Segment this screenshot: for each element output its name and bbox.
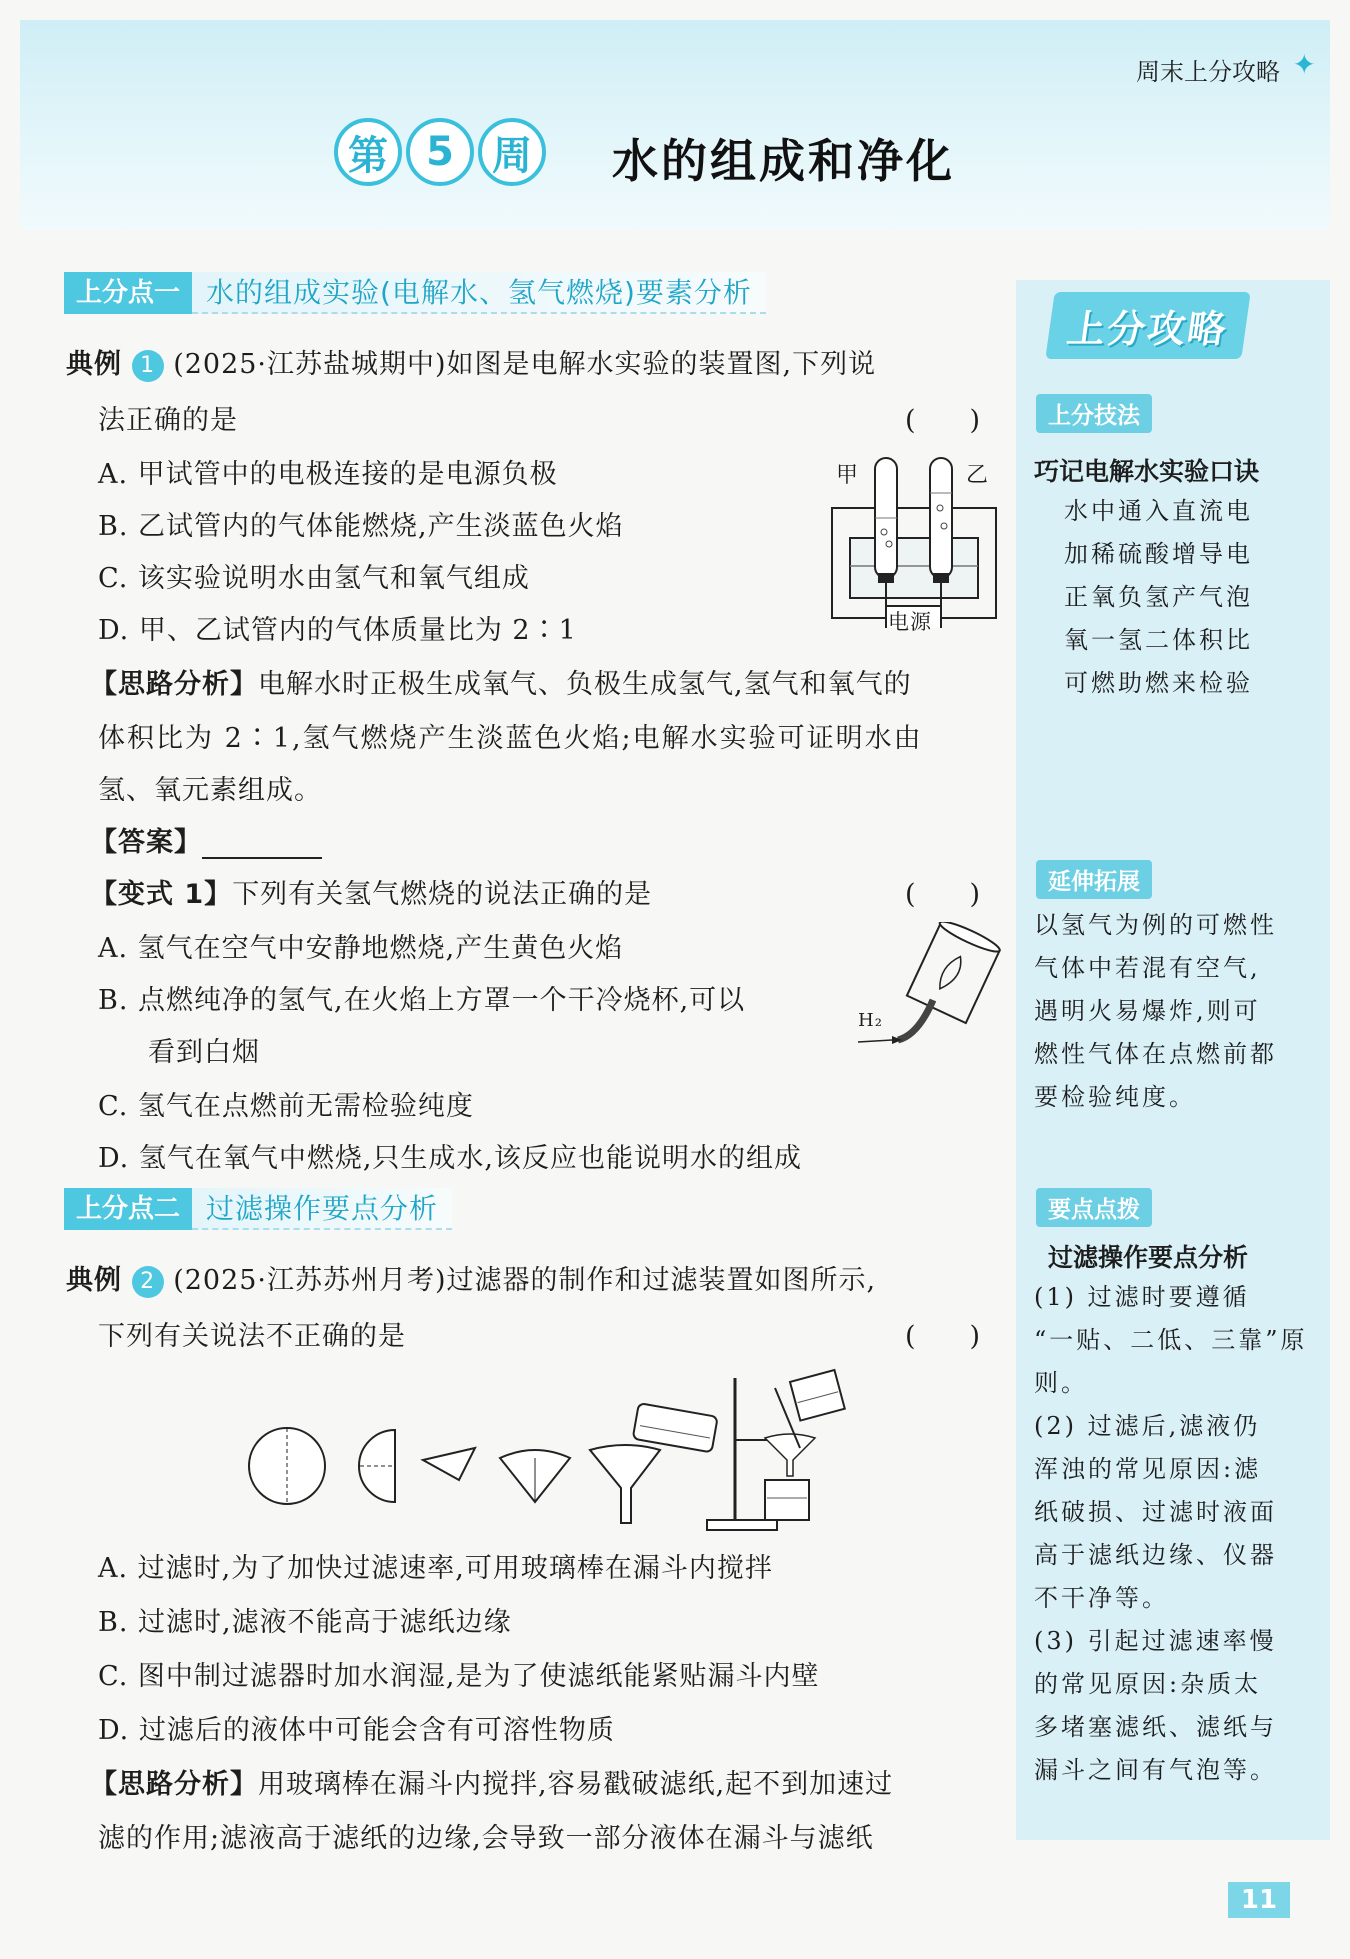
sidebar-tag-extension: 延伸拓展 xyxy=(1036,860,1152,899)
answer-paren: ( ) xyxy=(905,405,981,436)
filter-making-figure xyxy=(245,1368,855,1538)
analysis-line-1 xyxy=(90,662,912,701)
example1-stem xyxy=(66,342,876,382)
option-b: B. 点燃纯净的氢气,在火焰上方罩一个干冷烧杯,可以 xyxy=(98,985,746,1016)
analysis-label: 【思路分析】 xyxy=(90,1769,258,1800)
option-d: D. 甲、乙试管内的气体质量比为 2∶1 xyxy=(98,615,577,646)
keypoint-line: 多堵塞滤纸、滤纸与 xyxy=(1034,1713,1277,1741)
week-char: 周 xyxy=(478,118,546,186)
extension-line: 遇明火易爆炸,则可 xyxy=(1034,997,1261,1025)
answer-label: 【答案】 xyxy=(90,827,202,858)
sidebar-extension xyxy=(1034,904,1277,1119)
keypoint-line: 高于滤纸边缘、仪器 xyxy=(1034,1541,1277,1569)
example1-stem-line2: 法正确的是 xyxy=(98,405,238,436)
keypoint-line: (3) 引起过滤速率慢 xyxy=(1034,1627,1277,1655)
option-b-cont: 看到白烟 xyxy=(148,1037,260,1068)
keypoint-line: 漏斗之间有气泡等。 xyxy=(1034,1756,1277,1784)
option-a: A. 过滤时,为了加快过滤速率,可用玻璃棒在漏斗内搅拌 xyxy=(98,1553,773,1584)
analysis-text: 用玻璃棒在漏斗内搅拌,容易戳破滤纸,起不到加速过 xyxy=(258,1769,894,1800)
rhyme-line: 加稀硫酸增导电 xyxy=(1064,540,1253,568)
rhyme-line: 正氧负氢产气泡 xyxy=(1064,583,1253,611)
example2-stem xyxy=(66,1258,876,1298)
answer-paren: ( ) xyxy=(905,1321,981,1352)
variant1-stem xyxy=(90,872,652,911)
sidebar-rhyme xyxy=(1064,490,1253,705)
series-title: 周末上分攻略 xyxy=(1136,58,1280,86)
option-d: D. 氢气在氧气中燃烧,只生成水,该反应也能说明水的组成 xyxy=(98,1143,803,1174)
sidebar-heading-filter: 过滤操作要点分析 xyxy=(1048,1243,1249,1272)
example2-stem-line2: 下列有关说法不正确的是 xyxy=(98,1321,406,1352)
section-title: 水的组成实验(电解水、氢气燃烧)要素分析 xyxy=(192,272,766,314)
example-label: 典例 xyxy=(66,349,122,380)
rhyme-line: 水中通入直流电 xyxy=(1064,497,1253,525)
keypoint-line: 不干净等。 xyxy=(1034,1584,1169,1612)
extension-line: 以氢气为例的可燃性 xyxy=(1034,911,1277,939)
option-c: C. 该实验说明水由氢气和氧气组成 xyxy=(98,563,530,594)
keypoint-line: 浑浊的常见原因:滤 xyxy=(1034,1455,1262,1483)
variant-label: 【变式 1】 xyxy=(90,879,233,910)
section-heading-2 xyxy=(64,1186,452,1232)
page-number: 11 xyxy=(1228,1882,1290,1918)
sparkle-icon: ✦ xyxy=(1292,48,1316,81)
option-a: A. 氢气在空气中安静地燃烧,产生黄色火焰 xyxy=(98,933,624,964)
analysis2-line-2: 滤的作用;滤液高于滤纸的边缘,会导致一部分液体在漏斗与滤纸 xyxy=(98,1823,874,1854)
h2-label: H₂ xyxy=(858,1010,883,1031)
analysis-line-3: 氢、氧元素组成。 xyxy=(98,775,322,806)
answer-row xyxy=(90,820,322,859)
figure-label-power: 电源 xyxy=(888,610,932,634)
sidebar-tag-technique: 上分技法 xyxy=(1036,394,1152,433)
example-stem-line1: (2025·江苏盐城期中)如图是电解水实验的装置图,下列说 xyxy=(173,349,877,380)
section-tag: 上分点一 xyxy=(64,272,192,314)
option-c: C. 氢气在点燃前无需检验纯度 xyxy=(98,1091,474,1122)
example-label: 典例 xyxy=(66,1265,122,1296)
analysis-text: 电解水时正极生成氧气、负极生成氢气,氢气和氧气的 xyxy=(258,669,912,700)
option-b: B. 乙试管内的气体能燃烧,产生淡蓝色火焰 xyxy=(98,511,624,542)
figure-label-right: 乙 xyxy=(966,463,990,488)
example-number: 2 xyxy=(132,1266,164,1298)
keypoint-line: 纸破损、过滤时液面 xyxy=(1034,1498,1277,1526)
keypoint-line: (1) 过滤时要遵循 xyxy=(1034,1283,1250,1311)
option-c: C. 图中制过滤器时加水润湿,是为了使滤纸能紧贴漏斗内壁 xyxy=(98,1661,820,1692)
extension-line: 燃性气体在点燃前都 xyxy=(1034,1040,1277,1068)
answer-blank[interactable] xyxy=(202,829,322,859)
section-tag: 上分点二 xyxy=(64,1188,192,1230)
example-stem-line1: (2025·江苏苏州月考)过滤器的制作和过滤装置如图所示, xyxy=(173,1265,877,1296)
extension-line: 气体中若混有空气, xyxy=(1034,954,1261,982)
answer-paren: ( ) xyxy=(905,879,981,910)
rhyme-line: 可燃助燃来检验 xyxy=(1064,669,1253,697)
analysis-label: 【思路分析】 xyxy=(90,669,258,700)
keypoint-line: 的常见原因:杂质太 xyxy=(1034,1670,1262,1698)
keypoint-line: “一贴、二低、三靠”原 xyxy=(1034,1326,1308,1354)
extension-line: 要检验纯度。 xyxy=(1034,1083,1196,1111)
rhyme-line: 氧一氢二体积比 xyxy=(1064,626,1253,654)
variant-stem-text: 下列有关氢气燃烧的说法正确的是 xyxy=(232,879,653,910)
figure-label-left: 甲 xyxy=(836,463,860,488)
week-char: 第 xyxy=(334,118,402,186)
option-b: B. 过滤时,滤液不能高于滤纸边缘 xyxy=(98,1607,512,1638)
week-badge xyxy=(334,118,546,186)
analysis-line-2: 体积比为 2∶1,氢气燃烧产生淡蓝色火焰;电解水实验可证明水由 xyxy=(98,723,923,754)
page-title: 水的组成和净化 xyxy=(612,134,955,188)
week-number: 5 xyxy=(406,118,474,186)
analysis2-line-1 xyxy=(90,1762,893,1801)
hydrogen-combustion-figure xyxy=(856,922,1006,1052)
option-d: D. 过滤后的液体中可能会含有可溶性物质 xyxy=(98,1715,615,1746)
sidebar-keypoints xyxy=(1034,1276,1308,1792)
sidebar-banner: 上分攻略 xyxy=(1045,292,1250,359)
sidebar-heading-rhyme: 巧记电解水实验口诀 xyxy=(1034,457,1260,486)
sidebar-tag-keypoints: 要点点拨 xyxy=(1036,1188,1152,1227)
section-heading-1 xyxy=(64,270,766,316)
option-a: A. 甲试管中的电极连接的是电源负极 xyxy=(98,459,558,490)
keypoint-line: (2) 过滤后,滤液仍 xyxy=(1034,1412,1261,1440)
section-title: 过滤操作要点分析 xyxy=(192,1188,452,1230)
keypoint-line: 则。 xyxy=(1034,1369,1088,1397)
example-number: 1 xyxy=(132,350,164,382)
